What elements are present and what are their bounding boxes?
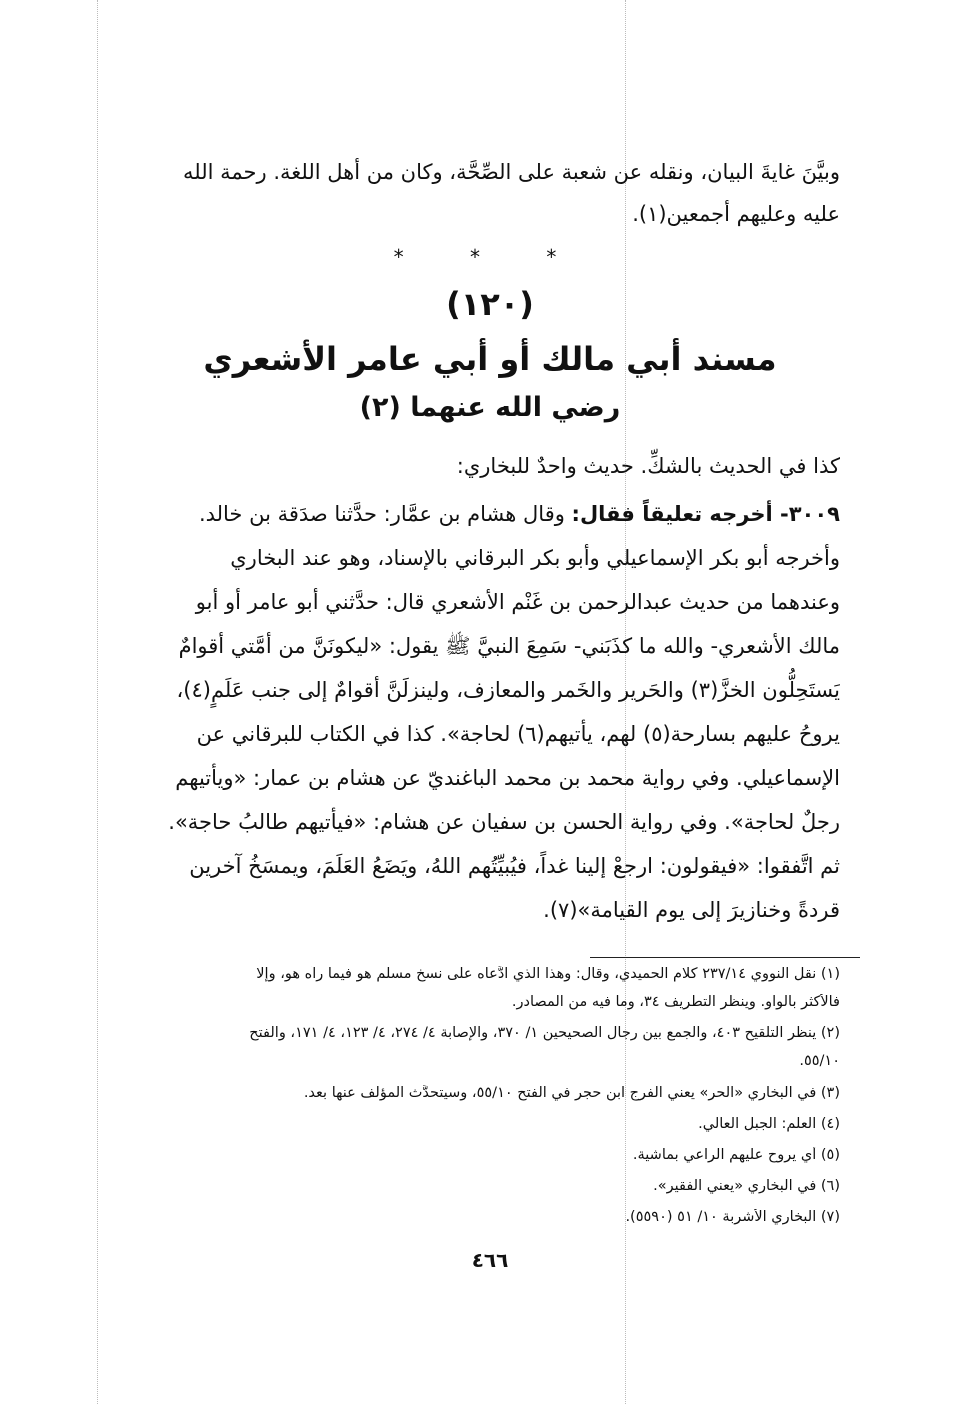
hadith-first-line xyxy=(120,492,840,536)
hadith-line: مالك الأشعري- والله ما كذَبَني- سَمِعَ النبيَّ ﷺ يقول: «ليكونَنَّ من أمَّتي أقوامٌ xyxy=(178,634,840,658)
hadith-line: يروحُ عليهم بسارحة(٥) لهم، يأتيهم(٦) لحاجة». كذا في الكتاب للبرقاني عن xyxy=(196,722,840,746)
footnote-line: (١) نقل النووي ٢٣٧/١٤ كلام الحميدي، وقال: وهذا الذي ادَّعاه على نسخ مسلم هو فيما رآه هو، وإلا xyxy=(256,966,840,982)
footnote-line: ٥٥/١٠. xyxy=(799,1053,840,1069)
footnote-line: فالأكثر بالواو. وينظر التطريف ٣٤، وما فيه من المصادر. xyxy=(511,994,840,1010)
footnote-rule xyxy=(590,957,860,958)
page-number: ٤٦٦ xyxy=(471,1248,509,1272)
hadith-line: يَستَحِلُّون الخزَّ(٣) والحَرير والخَمر والمعازف، ولينزلَنَّ أقوامٌ إلى جنب عَلَمٍ(٤)، xyxy=(176,678,840,702)
intro-line: وبيَّنَ غايةَ البيان، ونقله عن شعبة على الصِّحَّة، وكان من أهل اللغة. رحمة الله xyxy=(183,160,840,184)
hadith-line: الإسماعيلي. وفي رواية محمد بن محمد الباغنديّ عن هشام بن عمار: «ويأتيهم xyxy=(175,766,840,790)
section-subtitle: كذا في الحديث بالشكِّ. حديث واحدٌ للبخاري: xyxy=(456,454,840,478)
hadith-lead-rest: وقال هشام بن عمَّار: حدَّثنا صدَقة بن خالد. xyxy=(198,502,572,526)
hadith-line: ثم اتَّفقوا: «فيقولون: ارجعْ إلينا غداً، فيُبيِّتُهم اللهُ، ويَضَعُ العَلَمَ، ويمسَخُ آخرين xyxy=(189,854,840,878)
hadith-line: وأخرجه أبو بكر الإسماعيلي وأبو بكر البرقاني بالإسناد، وهو عند البخاري xyxy=(230,546,840,570)
hadith-line: قردةً وخنازيرَ إلى يوم القيامة»(٧). xyxy=(543,898,840,922)
section-title: مسند أبي مالك أو أبي عامر الأشعري xyxy=(203,340,777,378)
footnote-line: (٤) العلم: الجبل العالي. xyxy=(698,1116,840,1132)
footnote-line: (٧) البخاري الأشربة ١٠/ ٥١ (٥٥٩٠). xyxy=(625,1209,840,1225)
hadith-lead: ٣٠٠٩- أخرجه تعليقاً فقال: xyxy=(571,502,840,526)
hadith-line: وعندهما من حديث عبدالرحمن بن غَنْم الأشعري قال: حدَّثني أبو عامر أو أبو xyxy=(195,590,840,614)
footnote-line: (٢) ينظر التلقيح ٤٠٣، والجمع بين رجال الصحيحين ١/ ٣٧٠، والإصابة ٤/ ٢٧٤، ٤/ ١٢٣، ٤/ ١٧١، والفتح xyxy=(249,1025,840,1041)
section-title-suffix: رضي الله عنهما (٢) xyxy=(359,392,621,423)
hadith-line: رجلٌ لحاجة». وفي رواية الحسن بن سفيان عن هشام: «فيأتيهم طالبُ حاجة». xyxy=(168,810,840,834)
section-number: (١٢٠) xyxy=(446,285,534,323)
footnote-line: (٣) في البخاري «الحر» يعني الفرج ابن حجر في الفتح ٥٥/١٠، وسيتحدَّث المؤلف عنها بعد. xyxy=(303,1085,840,1101)
section-separator: * * * xyxy=(393,245,587,269)
footnote-line: (٦) في البخاري «يعني الفقير». xyxy=(653,1178,840,1194)
scan-margin-dots xyxy=(97,0,98,1404)
footnote-line: (٥) أي يروح عليهم الراعي بماشية. xyxy=(632,1147,840,1163)
intro-line: عليه وعليهم أجمعين(١). xyxy=(632,202,840,226)
